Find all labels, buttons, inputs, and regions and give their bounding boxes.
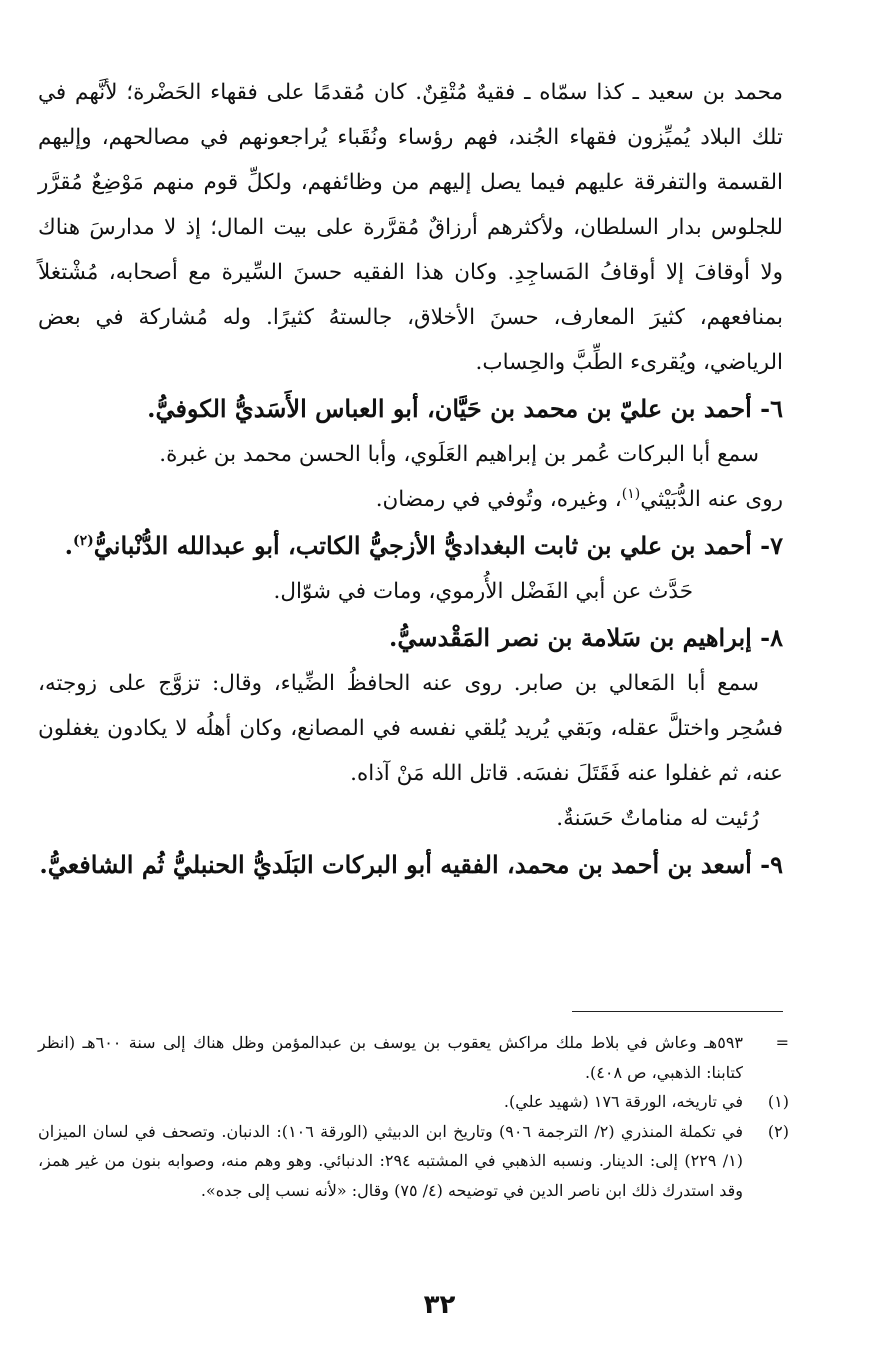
- footnote-separator: [572, 1011, 783, 1012]
- footnote-mark: (١): [767, 1092, 789, 1111]
- entry-8-text-b: رُئيت له مناماتٌ حَسَنةٌ.: [556, 806, 759, 831]
- entry-9-heading: ٩- أسعد بن أحمد بن محمد، الفقيه أبو البركات البَلَديُّ الحنبليُّ ثُم الشافعيُّ.: [39, 850, 783, 879]
- footnote-mark: =: [775, 1033, 789, 1052]
- entry-6-heading: ٦- أحمد بن عليّ بن محمد بن حَيَّان، أبو العباس الأَسَديُّ الكوفيُّ.: [147, 394, 783, 423]
- entry-8-text-a: سمع أبا المَعالي بن صابر. روى عنه الحافظُ الضِّياء، وقال: تزوَّج على زوجته، فسُحِر واختلَّ عقله، وبَقي يُريد يُلقي نفسه في المصانع، وكان أهلُه لا يكادون يغفلون عنه، ثم غفلوا عنه فَقَتَلَ نفسَه. قاتل الله مَنْ آذاه.: [38, 671, 783, 786]
- entry-6-text-a: سمع أبا البركات عُمر بن إبراهيم العَلَوي، وأبا الحسن محمد بن غبرة.: [159, 442, 759, 467]
- footnote-text: ٥٩٣هـ وعاش في بلاط ملك مراكش يعقوب بن يوسف بن عبدالمؤمن وظل هناك إلى سنة ٦٠٠هـ (انظر كتابنا: الذهبي، ص ٤٠٨).: [38, 1033, 743, 1082]
- footnote-mark: (٢): [767, 1121, 789, 1141]
- entry-6-text-b-end: ، وغيره، وتُوفي في رمضان.: [375, 487, 622, 512]
- footnote-2: [38, 1117, 787, 1206]
- footnote-ref-1[interactable]: (١): [621, 485, 641, 502]
- main-text: [38, 70, 783, 888]
- entry-5-continuation: محمد بن سعيد ـ كذا سمّاه ـ فقيهٌ مُتْقِنٌ. كان مُقدمًا على فقهاء الحَضْرة؛ لأنَّهم في تلك البلاد يُميِّزون فقهاء الجُند، فهم رؤساء ونُقَباء يُراجعونهم في مصالحهم، وإليهم القسمة والتفرقة عليهم فيما يصل إليهم من وظائفهم، ولكلِّ قوم منهم مَوْضِعٌ مُقرَّر للجلوس بدار السلطان، ولأكثرهم أرزاقٌ مُقرَّرة على بيت المال؛ إذ لا مدارسَ هناك ولا أوقافَ إلا أوقافُ المَساجِدِ. وكان هذا الفقيه حسنَ السِّيرة مع أصحابه، مُشْتغلاً بمنافعهم، كثيرَ المعارف، حسنَ الأخلاق، جالستهُ كثيرًا. وله مُشاركة في بعض الرياضي، ويُقرىء الطِّبَّ والحِساب.: [38, 80, 783, 375]
- footnote-continued: [38, 1028, 787, 1087]
- footnote-1: [38, 1087, 787, 1117]
- entry-7-heading-end: .: [64, 531, 74, 560]
- entry-6-text-b-start: روى عنه الدُّبَيْثي: [640, 487, 783, 512]
- footnote-text: في تاريخه، الورقة ١٧٦ (شهيد علي).: [503, 1092, 743, 1111]
- entry-7-text: حَدَّث عن أبي الفَضْل الأُرموي، ومات في شوّال.: [273, 579, 693, 604]
- entry-7-heading-text: ٧- أحمد بن علي بن ثابت البغداديُّ الأزجيُّ الكاتب، أبو عبدالله الدُّنْبانيُّ: [93, 531, 783, 560]
- footnote-text: في تكملة المنذري (٢/ الترجمة ٩٠٦) وتاريخ ابن الدبيثي (الورقة ١٠٦): الدنبان. وتصحف في لسان الميزان (١/ ٢٢٩) إلى: الدينار. ونسبه الذهبي في المشتبه ٢٩٤: الدنبائي. وهو وهم منه، وصوابه بنون من غير همز، وقد استدرك ذلك ابن ناصر الدين في توضيحه (٤/ ٧٥) وقال: «لأنه نسب إلى جده».: [38, 1121, 743, 1200]
- entry-6-text-b: [38, 477, 783, 522]
- entry-7-heading: [38, 522, 783, 569]
- page-number: ٣٢: [423, 1290, 456, 1320]
- footnote-ref-2[interactable]: (٢): [73, 533, 94, 549]
- entry-8-heading: ٨- إبراهيم بن سَلامة بن نصر المَقْدسيُّ.: [389, 623, 783, 652]
- footnotes: [38, 1028, 787, 1205]
